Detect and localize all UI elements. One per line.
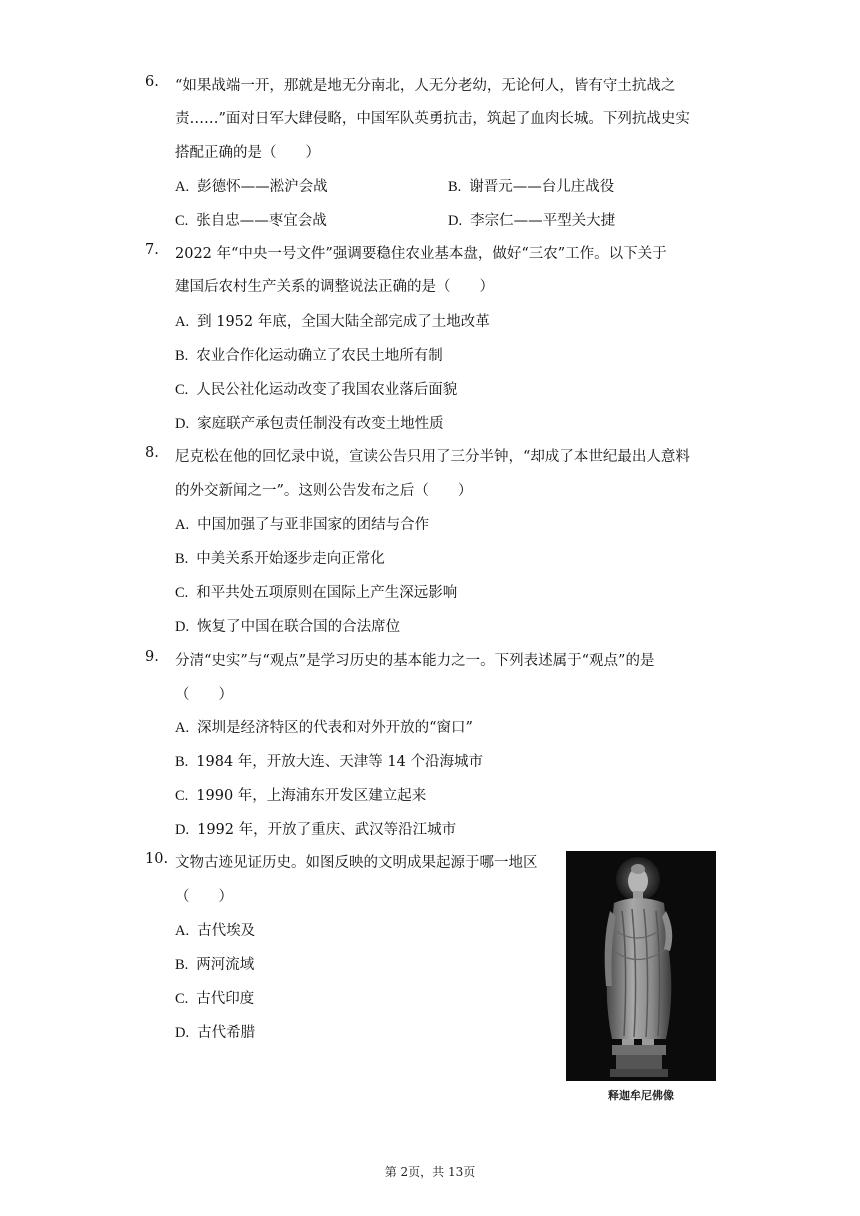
option-b: B. 1984 年，开放大连、天津等 14 个沿海城市	[175, 754, 483, 770]
option-d: D. 1992 年，开放了重庆、武汉等沿江城市	[175, 822, 457, 838]
option-b: B. 谢晋元——台儿庄战役	[448, 179, 615, 195]
question-text-line: 分清“史实”与“观点”是学习历史的基本能力之一。下列表述属于“观点”的是	[175, 653, 655, 669]
option-b: B. 两河流域	[175, 957, 255, 973]
option-b: B. 农业合作化运动确立了农民土地所有制	[175, 348, 443, 364]
option-c: C. 张自忠——枣宜会战	[175, 213, 327, 229]
option-d: D. 李宗仁——平型关大捷	[448, 213, 616, 229]
option-d: D. 古代希腊	[175, 1025, 256, 1041]
question-text-line: 2022 年“中央一号文件”强调要稳住农业基本盘，做好“三农”工作。以下关于	[175, 246, 667, 262]
option-a: A. 彭德怀——淞沪会战	[175, 179, 328, 195]
option-c: C. 和平共处五项原则在国际上产生深远影响	[175, 585, 458, 601]
option-d: D. 恢复了中国在联合国的合法席位	[175, 619, 401, 635]
option-c: C. 1990 年，上海浦东开发区建立起来	[175, 788, 427, 804]
question-text-line: 文物古迹见证历史。如图反映的文明成果起源于哪一地区	[175, 855, 538, 871]
buddha-statue-image	[566, 851, 716, 1081]
question-text-line: （ ）	[175, 687, 233, 703]
question-number: 10.	[145, 851, 169, 867]
option-c: C. 人民公社化运动改变了我国农业落后面貌	[175, 382, 458, 398]
question-text-line: 建国后农村生产关系的调整说法正确的是（ ）	[175, 279, 494, 295]
figure-caption: 释迦牟尼佛像	[608, 1089, 674, 1102]
option-b: B. 中美关系开始逐步走向正常化	[175, 551, 385, 567]
question-text-line: “如果战端一开，那就是地无分南北，人无分老幼，无论何人，皆有守土抗战之	[175, 78, 676, 94]
question-number: 7.	[145, 242, 159, 258]
option-a: A. 到 1952 年底，全国大陆全部完成了土地改革	[175, 314, 490, 330]
question-text-line: 责……”面对日军大肆侵略，中国军队英勇抗击，筑起了血肉长城。下列抗战史实	[175, 111, 690, 127]
question-number: 8.	[145, 445, 159, 461]
question-text-line: （ ）	[175, 889, 233, 905]
option-a: A. 古代埃及	[175, 923, 256, 939]
option-c: C. 古代印度	[175, 991, 255, 1007]
question-text-line: 的外交新闻之一”。这则公告发布之后（ ）	[175, 483, 473, 499]
buddha-statue-icon	[566, 851, 716, 1081]
question-number: 6.	[145, 74, 159, 90]
option-a: A. 中国加强了与亚非国家的团结与合作	[175, 517, 430, 533]
option-a: A. 深圳是经济特区的代表和对外开放的“窗口”	[175, 720, 473, 736]
question-number: 9.	[145, 649, 159, 665]
option-d: D. 家庭联产承包责任制没有改变土地性质	[175, 416, 444, 432]
question-text-line: 搭配正确的是（ ）	[175, 145, 320, 161]
question-text-line: 尼克松在他的回忆录中说，宣读公告只用了三分半钟，“却成了本世纪最出人意料	[175, 449, 690, 465]
page-footer: 第 2页，共 13页	[384, 1165, 476, 1179]
